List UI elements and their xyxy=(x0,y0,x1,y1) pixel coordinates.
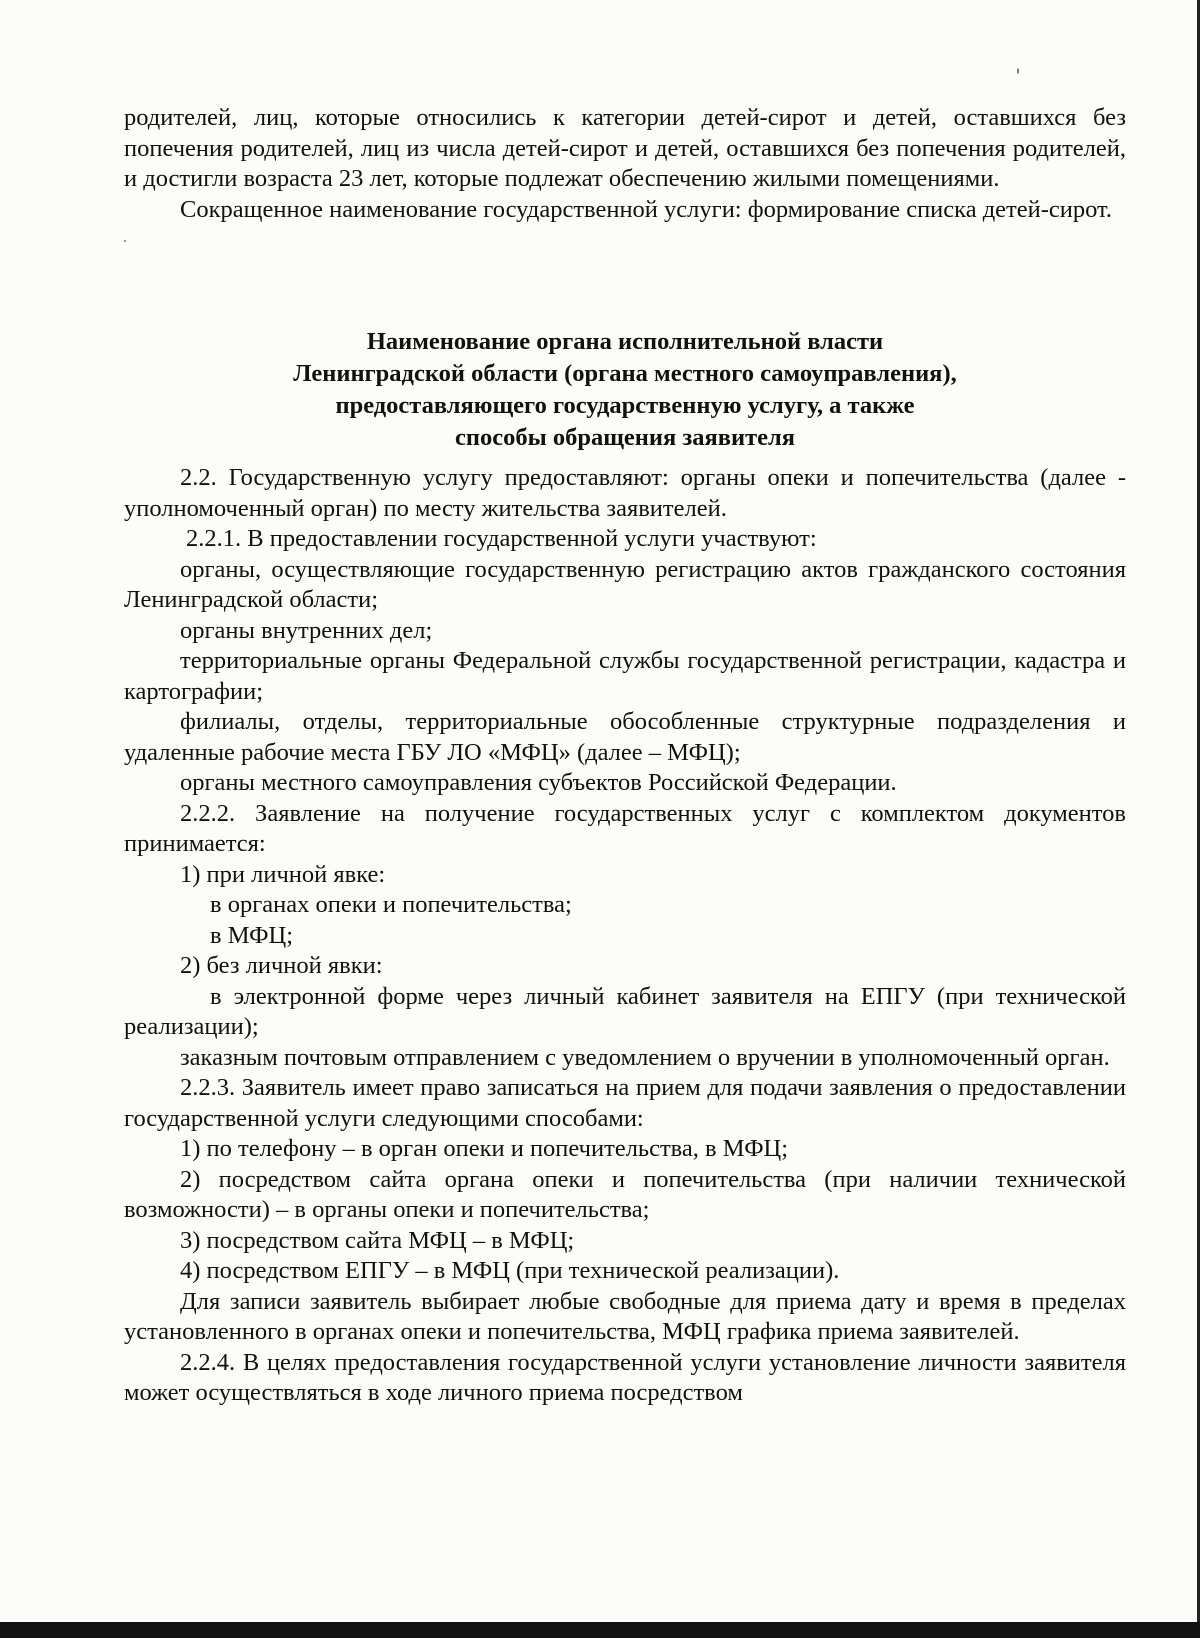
paragraph-2-2-2: 2.2.2. Заявление на получение государственных услуг с комплектом документов принимается: xyxy=(124,799,1126,857)
list-item: 2) посредством сайта органа опеки и попечительства (при наличии технической возможности) – в органы опеки и попечительства; xyxy=(124,1165,1126,1223)
paragraph-2-2: 2.2. Государственную услугу предоставляют: органы опеки и попечительства (далее - уполномоченный орган) по месту жительства заявителей. xyxy=(124,464,1126,522)
paragraph-2-2-3: 2.2.3. Заявитель имеет право записаться на прием для подачи заявления о предоставлении государственной услуги следующими способами: xyxy=(124,1074,1126,1132)
list-item: в электронной форме через личный кабинет заявителя на ЕПГУ (при технической реализации); xyxy=(124,982,1126,1040)
heading-line: способы обращения заявителя xyxy=(454,424,796,451)
list-item: органы внутренних дел; xyxy=(180,616,433,644)
heading-line: предоставляющего государственную услугу, а также xyxy=(335,392,915,419)
list-item: территориальные органы Федеральной службы государственной регистрации, кадастра и картографии; xyxy=(124,647,1126,705)
top-text xyxy=(124,103,1126,225)
section-heading xyxy=(124,326,1126,454)
list-item: в органах опеки и попечительства; xyxy=(210,891,572,918)
heading-line: Наименование органа исполнительной власти xyxy=(366,328,884,355)
list-item: заказным почтовым отправлением с уведомлением о вручении в уполномоченный орган. xyxy=(180,1043,1110,1071)
paragraph-record: Для записи заявитель выбирает любые свободные для приема дату и время в пределах установленного в органах опеки и попечительства, МФЦ графика приема заявителей. xyxy=(124,1287,1126,1345)
list-item: 3) посредством сайта МФЦ – в МФЦ; xyxy=(180,1226,575,1254)
list-item: 2) без личной явки: xyxy=(180,952,383,979)
scan-edge-bottom xyxy=(0,1622,1200,1638)
list-item: филиалы, отделы, территориальные обособленные структурные подразделения и удаленные рабочие места ГБУ ЛО «МФЦ» (далее – МФЦ); xyxy=(124,708,1126,766)
scan-speck xyxy=(1017,68,1019,74)
paragraph-2-2-1: 2.2.1. В предоставлении государственной услуги участвуют: xyxy=(186,525,817,552)
list-item: 1) при личной явке: xyxy=(180,860,386,888)
list-item: органы, осуществляющие государственную регистрацию актов гражданского состояния Ленинградской области; xyxy=(124,555,1126,613)
scan-speck xyxy=(124,240,126,242)
main-text xyxy=(124,463,1126,1409)
paragraph-continuation: родителей, лиц, которые относились к категории детей-сирот и детей, оставшихся без попечения родителей, лиц из числа детей-сирот и детей, оставшихся без попечения родителей, и достигли возраста 23 лет, которые подлежат обеспечению жилыми помещениями. xyxy=(124,104,1126,192)
list-item: в МФЦ; xyxy=(210,921,294,949)
list-item: органы местного самоуправления субъектов Российской Федерации. xyxy=(180,769,897,796)
heading-line: Ленинградской области (органа местного самоуправления), xyxy=(293,360,957,387)
list-item: 1) по телефону – в орган опеки и попечительства, в МФЦ; xyxy=(180,1135,789,1162)
paragraph-2-2-4: 2.2.4. В целях предоставления государственной услуги установление личности заявителя может осуществляться в ходе личного приема посредством xyxy=(124,1348,1126,1406)
paragraph-short-name: Сокращенное наименование государственной услуги: формирование списка детей-сирот. xyxy=(180,195,1113,223)
list-item: 4) посредством ЕПГУ – в МФЦ (при технической реализации). xyxy=(180,1257,840,1284)
